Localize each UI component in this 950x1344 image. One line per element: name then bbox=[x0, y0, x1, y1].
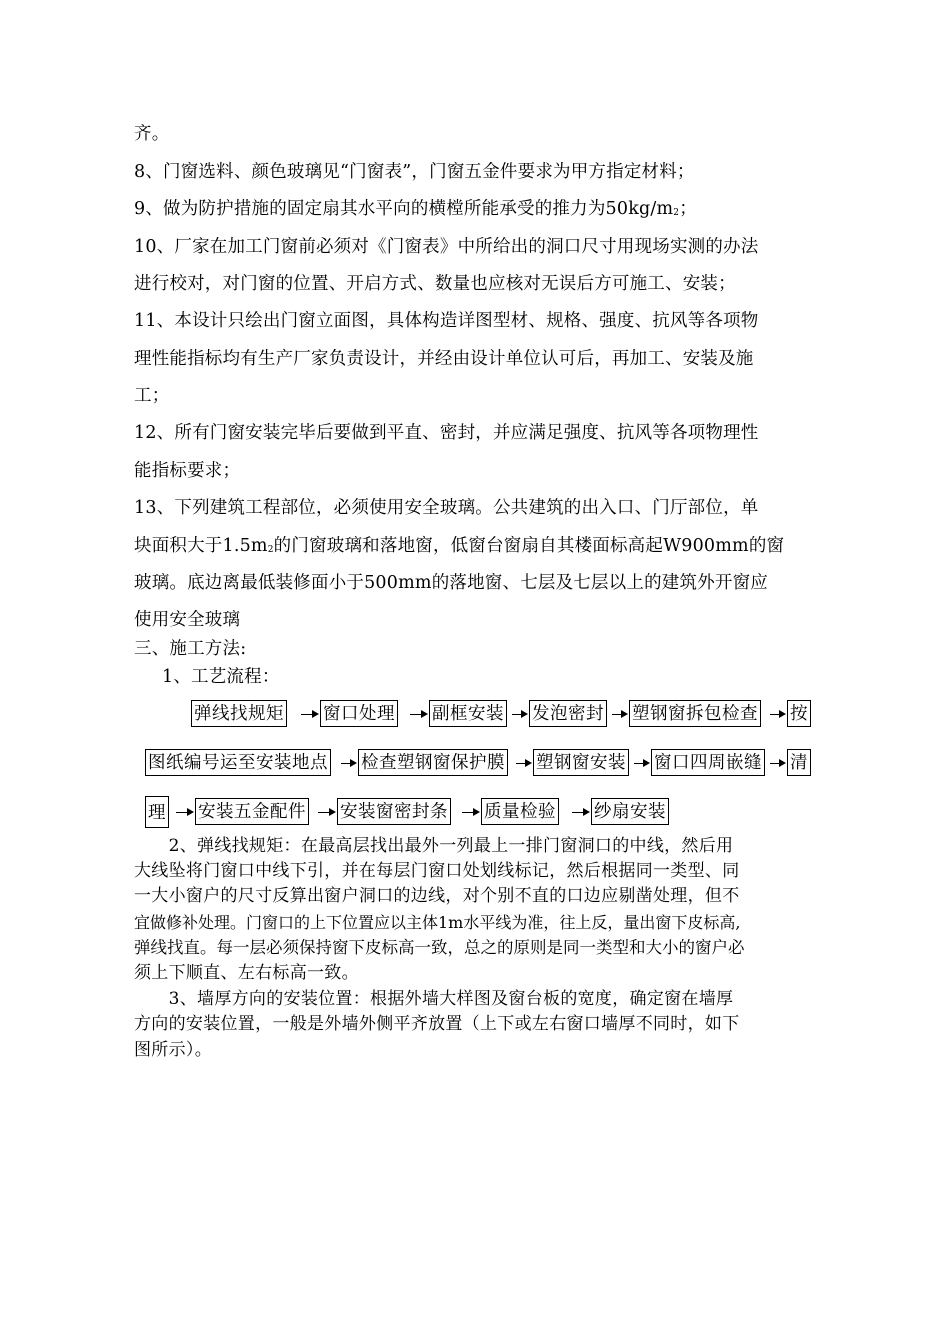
text-line: 大线坠将门窗口中线下引，并在每层门窗口处划线标记，然后根据同一类型、同 bbox=[134, 861, 740, 881]
text-line: 能指标要求； bbox=[134, 461, 241, 481]
arrow-icon bbox=[516, 763, 530, 764]
superscript-unit: 2 bbox=[673, 208, 680, 218]
flow-step: 安装窗密封条 bbox=[337, 798, 451, 825]
flow-step: 窗口四周嵌缝 bbox=[651, 749, 765, 776]
arrow-icon bbox=[462, 812, 478, 813]
text-line: 使用安全玻璃 bbox=[134, 610, 241, 630]
text-line: 理性能指标均有生产厂家负责设计，并经由设计单位认可后，再加工、安装及施 bbox=[134, 349, 754, 369]
text-line bbox=[134, 191, 834, 231]
text-run: 块面积大于1.5m bbox=[134, 536, 268, 556]
text-line: 齐。 bbox=[134, 124, 170, 144]
flow-step: 塑钢窗拆包检查 bbox=[629, 700, 761, 727]
section-heading: 三、施工方法: bbox=[134, 639, 247, 659]
arrow-icon bbox=[341, 763, 355, 764]
text-line: 须上下顺直、左右标高一致。 bbox=[134, 963, 359, 983]
flow-step: 质量检验 bbox=[481, 798, 559, 825]
flow-step: 检查塑钢窗保护膜 bbox=[358, 749, 508, 776]
text-line bbox=[134, 528, 834, 568]
arrow-icon bbox=[572, 812, 588, 813]
flow-step: 安装五金配件 bbox=[195, 798, 309, 825]
flow-step: 弹线找规矩 bbox=[191, 700, 287, 727]
arrow-icon bbox=[318, 812, 334, 813]
flow-step: 理 bbox=[145, 796, 169, 828]
arrow-icon bbox=[512, 714, 526, 715]
arrow-icon bbox=[634, 763, 648, 764]
text-run: 9、做为防护措施的固定扇其水平向的横樘所能承受的推力为50kg/m bbox=[134, 199, 674, 219]
text-line: 图所示）。 bbox=[134, 1040, 212, 1060]
text-line: 13、下列建筑工程部位，必须使用安全玻璃。公共建筑的出入口、门厅部位，单 bbox=[134, 498, 759, 518]
text-line: 弹线找直。每一层必须保持窗下皮标高一致，总之的原则是同一类型和大小的窗户必 bbox=[134, 938, 745, 957]
flow-step: 按 bbox=[787, 700, 811, 727]
text-line: 10、厂家在加工门窗前必须对《门窗表》中所给出的洞口尺寸用现场实测的办法 bbox=[134, 237, 759, 257]
flow-step: 窗口处理 bbox=[320, 700, 398, 727]
subsection-heading: 1、工艺流程： bbox=[162, 667, 280, 687]
flow-step: 副框安装 bbox=[429, 700, 507, 727]
arrow-icon bbox=[770, 763, 784, 764]
text-line: 玻璃。底边离最低装修面小于500mm的落地窗、七层及七层以上的建筑外开窗应 bbox=[134, 573, 768, 593]
arrow-icon bbox=[770, 714, 784, 715]
text-line: 12、所有门窗安装完毕后要做到平直、密封，并应满足强度、抗风等各项物理性 bbox=[134, 423, 759, 443]
flow-step: 纱扇安装 bbox=[591, 798, 669, 825]
arrow-icon bbox=[410, 714, 426, 715]
text-line: 方向的安装位置，一般是外墙外侧平齐放置（上下或左右窗口墙厚不同时，如下 bbox=[134, 1014, 740, 1034]
text-line: 一大小窗户的尺寸反算出窗户洞口的边线，对个别不直的口边应剔凿处理，但不 bbox=[134, 886, 740, 906]
flow-step: 塑钢窗安装 bbox=[533, 749, 629, 776]
arrow-icon bbox=[612, 714, 626, 715]
arrow-icon bbox=[301, 714, 317, 715]
superscript-unit: 2 bbox=[267, 545, 274, 555]
flow-step: 图纸编号运至安装地点 bbox=[145, 749, 331, 776]
text-run: 的门窗玻璃和落地窗，低窗台窗扇自其楼面标高起W900mm的窗 bbox=[273, 536, 785, 556]
flow-step: 清 bbox=[787, 749, 811, 776]
arrow-icon bbox=[176, 812, 192, 813]
flow-step: 发泡密封 bbox=[529, 700, 607, 727]
text-line: 2、弹线找规矩：在最高层找出最外一列最上一排门窗洞口的中线，然后用 bbox=[134, 836, 734, 856]
text-run: ； bbox=[679, 199, 697, 219]
text-line: 进行校对，对门窗的位置、开启方式、数量也应核对无误后方可施工、安装； bbox=[134, 274, 736, 294]
text-line: 工； bbox=[134, 386, 170, 406]
text-line: 11、本设计只绘出门窗立面图，具体构造详图型材、规格、强度、抗风等各项物 bbox=[134, 311, 759, 331]
text-line: 3、墙厚方向的安装位置：根据外墙大样图及窗台板的宽度，确定窗在墙厚 bbox=[134, 989, 734, 1009]
text-line: 宜做修补处理。门窗口的上下位置应以主体1m水平线为准，往上反，量出窗下皮标高, bbox=[134, 913, 741, 932]
text-line: 8、门窗选料、颜色玻璃见“门窗表”，门窗五金件要求为甲方指定材料； bbox=[134, 162, 695, 182]
